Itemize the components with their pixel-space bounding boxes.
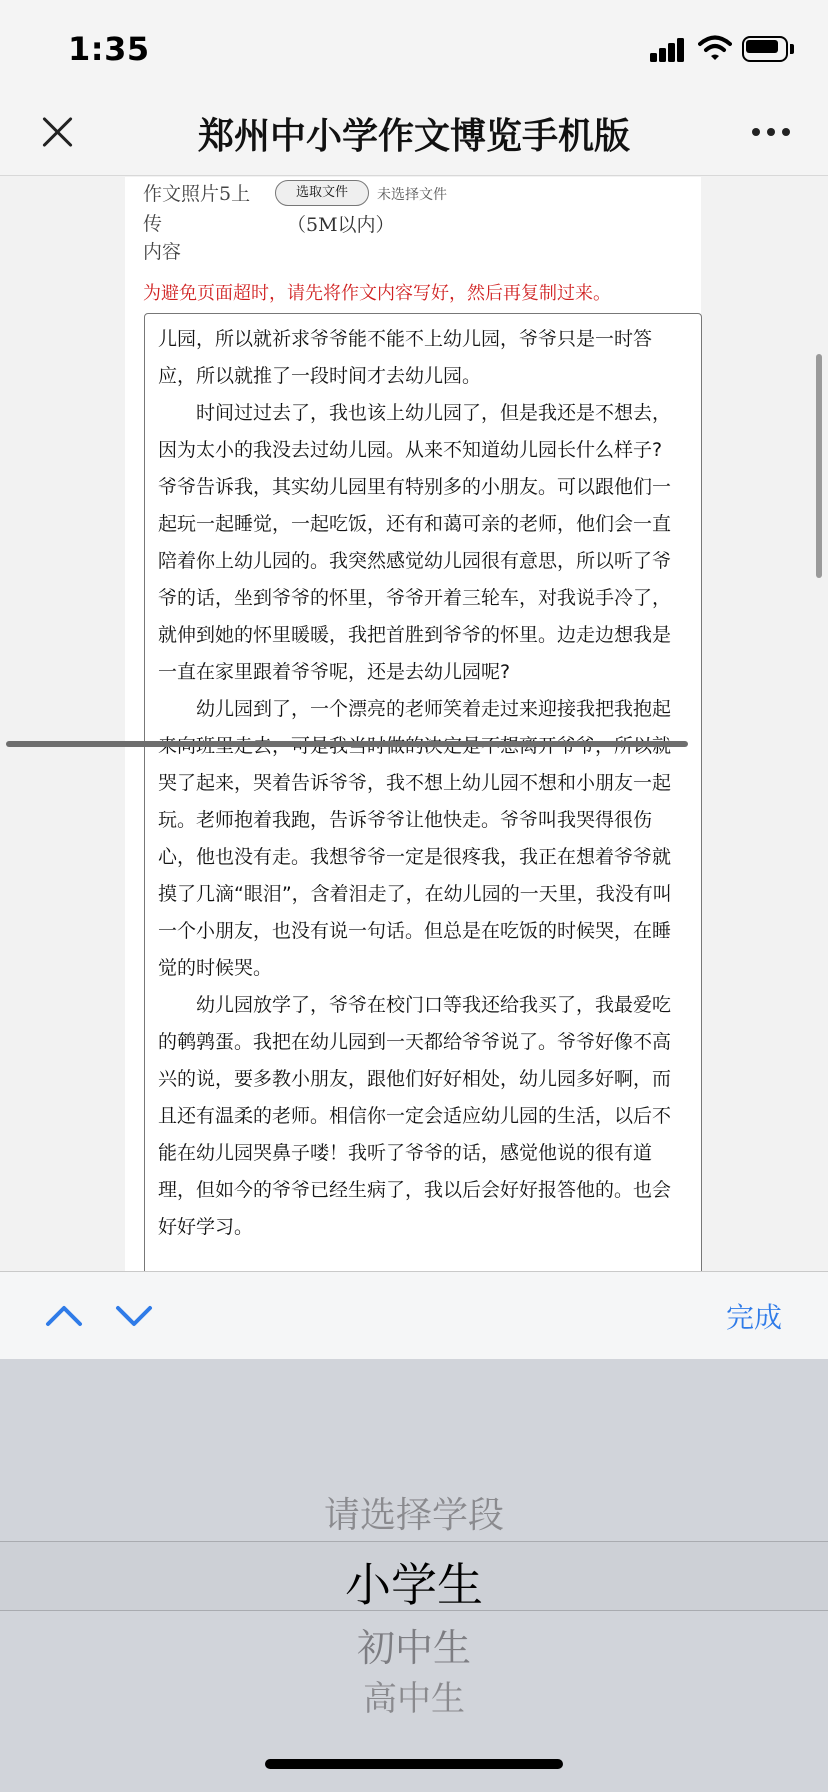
timeout-warning: 为避免页面超时，请先将作文内容写好，然后再复制过来。 [143,283,611,304]
file-size-limit: （5M以内） [287,214,395,236]
essay-line: 幼儿园到了，一个漂亮的老师笑着走过来迎接我把我抱起 [158,698,672,720]
essay-line: 起玩一起睡觉，一起吃饭，还有和蔼可亲的老师，他们会一直 [158,513,672,535]
essay-line: 就伸到她的怀里暖暖，我把首胜到爷爷的怀里。边走边想我是 [158,624,672,646]
more-icon[interactable] [752,128,792,138]
essay-line: 时间过过去了，我也该上幼儿园了，但是我还是不想去， [158,402,672,424]
photo-upload-label-wrap: 传 [143,213,163,235]
essay-form [125,177,701,1271]
picker-option[interactable]: 请选择学段 [323,1495,504,1536]
chevron-up-icon[interactable] [44,1296,84,1336]
cellular-signal-icon [650,36,686,62]
essay-line: 陪着你上幼儿园的。我突然感觉幼儿园很有意思，所以听了爷 [158,550,672,572]
nav-bar [0,100,828,176]
essay-content-textarea[interactable] [144,313,702,1271]
essay-line: 摸了几滴“眼泪”，含着泪走了，在幼儿园的一天里，我没有叫 [158,883,672,905]
essay-line: 一直在家里跟着爷爷呢，还是去幼儿园呢? [158,661,511,683]
essay-line: 玩。老师抱着我跑，告诉爷爷让他快走。爷爷叫我哭得很伤 [158,809,653,831]
done-button[interactable]: 完成 [726,1301,783,1334]
essay-line: 心，他也没有走。我想爷爷一定是很疼我，我正在想着爷爷就 [158,846,672,868]
essay-line: 因为太小的我没去过幼儿园。从来不知道幼儿园长什么样子? [158,439,663,461]
textarea-drag-indicator [6,741,688,747]
status-time: 1:35 [68,30,150,68]
home-indicator [265,1759,563,1769]
essay-line: 儿园，所以就祈求爷爷能不能不上幼儿园，爷爷只是一时答 [158,328,653,350]
battery-icon [742,36,794,62]
essay-line: 爷爷告诉我，其实幼儿园里有特别多的小朋友。可以跟他们一 [158,476,672,498]
picker-option[interactable]: 高中生 [363,1679,465,1719]
file-status: 未选择文件 [377,187,447,203]
essay-line: 理，但如今的爷爷已经生病了，我以后会好好报答他的。也会 [158,1179,672,1201]
picker-option-selected[interactable]: 小学生 [345,1558,483,1612]
picker-option[interactable]: 初中生 [356,1626,471,1670]
page-scrollbar[interactable] [816,354,822,578]
essay-line: 一个小朋友，也没有说一句话。但总是在吃饭的时候哭，在睡 [158,920,672,942]
essay-line: 能在幼儿园哭鼻子喽！我听了爷爷的话，感觉他说的很有道 [158,1142,653,1164]
essay-line: 且还有温柔的老师。相信你一定会适应幼儿园的生活，以后不 [158,1105,672,1127]
choose-file-button[interactable]: 选取文件 [275,180,369,206]
content-label: 内容 [143,241,182,263]
page-title: 郑州中小学作文博览手机版 [197,116,630,157]
essay-line: 哭了起来，哭着告诉爷爷，我不想上幼儿园不想和小朋友一起 [158,772,672,794]
photo-upload-label: 作文照片5上 [143,183,251,205]
status-bar [0,0,828,100]
web-content [0,177,828,1271]
grade-level-picker[interactable] [0,1359,828,1792]
essay-line: 兴的说，要多教小朋友，跟他们好好相处，幼儿园多好啊，而 [158,1068,672,1090]
essay-text [158,321,688,1246]
essay-line: 觉的时候哭。 [158,957,273,979]
wifi-icon [698,34,732,62]
essay-line: 的鹌鹑蛋。我把在幼儿园到一天都给爷爷说了。爷爷好像不高 [158,1031,672,1053]
essay-line: 应，所以就推了一段时间才去幼儿园。 [158,365,482,387]
essay-line: 幼儿园放学了，爷爷在校门口等我还给我买了，我最爱吃 [158,994,672,1016]
keyboard-accessory-bar [0,1271,828,1359]
chevron-down-icon[interactable] [114,1296,154,1336]
essay-line: 爷的话，坐到爷爷的怀里，爷爷开着三轮车，对我说手冷了， [158,587,672,609]
essay-line: 好好学习。 [158,1216,254,1238]
